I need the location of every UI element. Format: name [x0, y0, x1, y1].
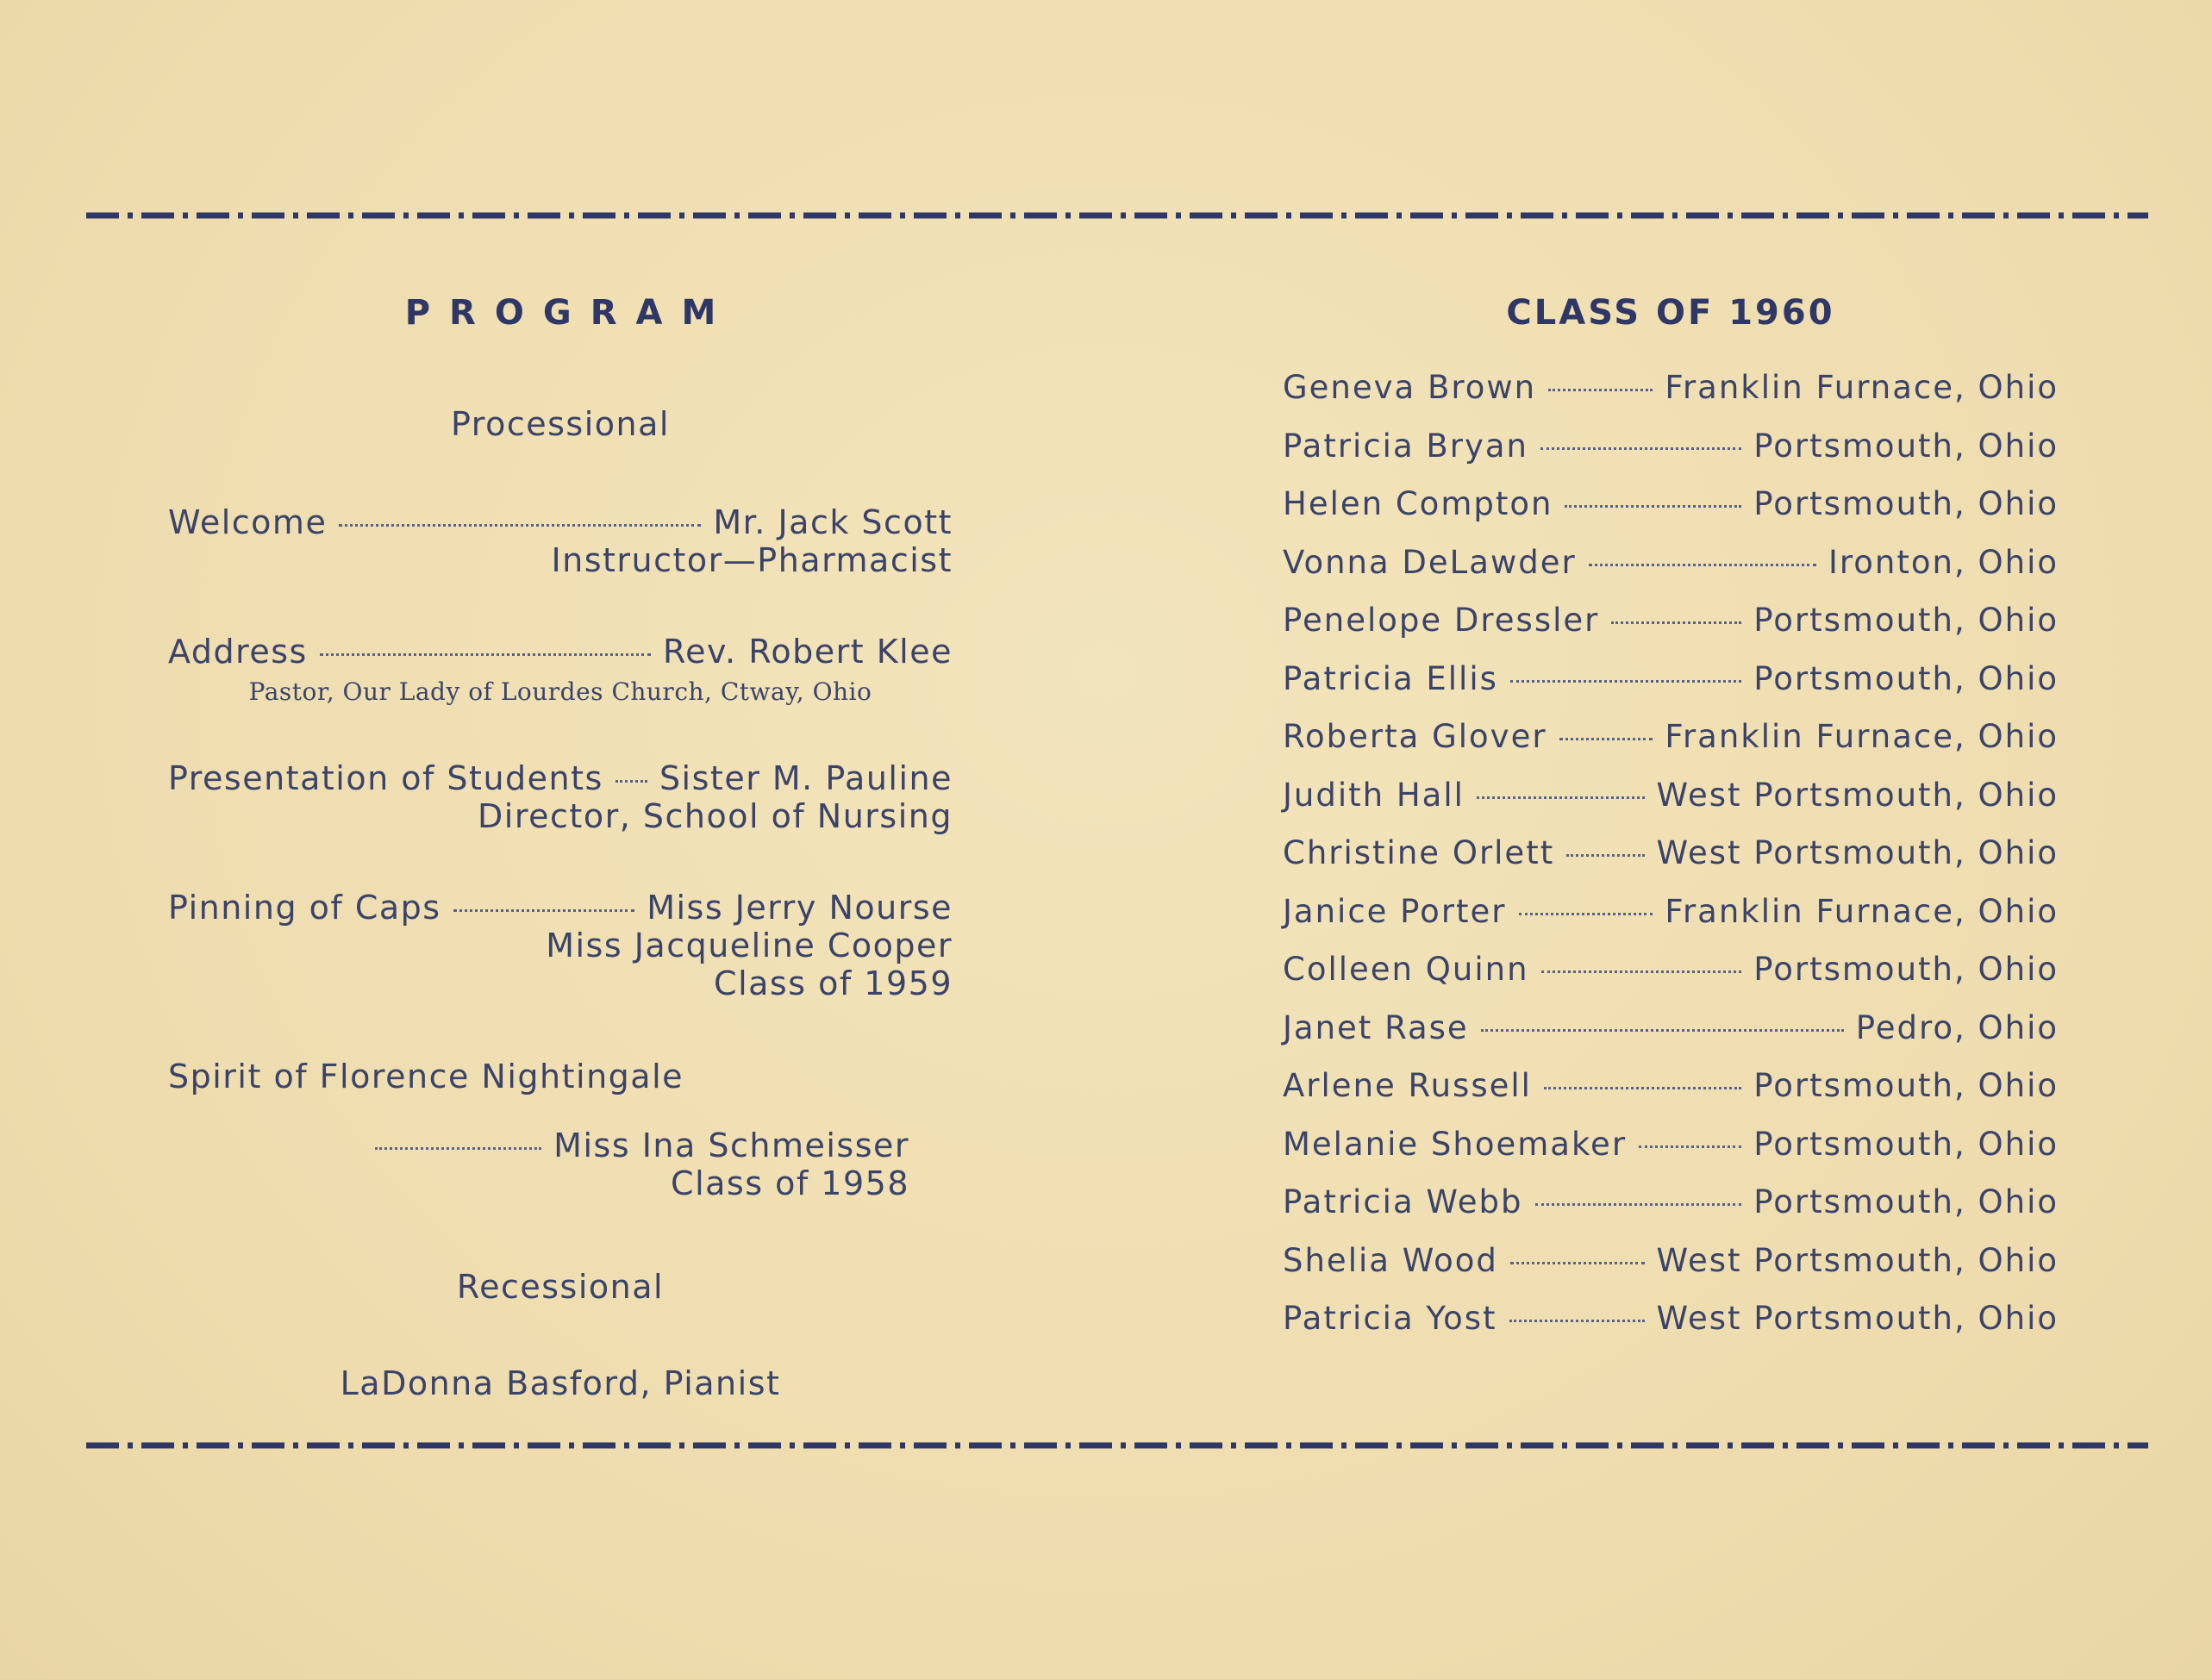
- dot-leader: [1548, 389, 1653, 391]
- class-column: [1283, 293, 2059, 1358]
- student-row: [1283, 1009, 2059, 1068]
- dot-leader: [1481, 1029, 1844, 1032]
- student-name: Geneva Brown: [1283, 369, 1537, 406]
- student-row: [1283, 1067, 2059, 1126]
- student-town: Ironton, Ohio: [1828, 543, 2059, 581]
- student-row: [1283, 1242, 2059, 1301]
- dot-leader: [1519, 913, 1653, 915]
- student-name: Christine Orlett: [1283, 834, 1555, 871]
- student-town: Pedro, Ohio: [1855, 1008, 2059, 1046]
- class-list: [1283, 369, 2059, 1358]
- student-town: Portsmouth, Ohio: [1753, 1125, 2059, 1163]
- student-row: [1283, 718, 2059, 777]
- student-name: Patricia Webb: [1283, 1183, 1523, 1220]
- item-person: Sister M. Pauline: [659, 759, 953, 797]
- dot-leader: [339, 524, 701, 527]
- dot-leader: [615, 780, 647, 783]
- student-town: Franklin Furnace, Ohio: [1665, 892, 2059, 930]
- student-name: Janice Porter: [1283, 892, 1507, 930]
- student-name: Janet Rase: [1283, 1008, 1469, 1046]
- student-row: [1283, 428, 2059, 486]
- student-name: Penelope Dressler: [1283, 602, 1600, 639]
- student-name: Melanie Shoemaker: [1283, 1125, 1628, 1163]
- item-label: Pinning of Caps: [168, 889, 441, 927]
- item-person: Miss Jerry Nourse: [647, 889, 953, 927]
- item-note: Pastor, Our Lady of Lourdes Church, Ctway, Ohio: [248, 677, 872, 706]
- item-detail: Instructor—Pharmacist: [551, 541, 953, 579]
- program-item-spirit: [168, 1058, 953, 1202]
- dot-leader: [320, 653, 651, 656]
- dot-leader: [1540, 447, 1741, 450]
- student-town: Portsmouth, Ohio: [1753, 1183, 2059, 1220]
- dot-leader: [1535, 1203, 1742, 1206]
- item-person: Mr. Jack Scott: [713, 503, 953, 541]
- dot-leader: [1611, 621, 1741, 624]
- student-name: Shelia Wood: [1283, 1241, 1498, 1279]
- dot-leader: [1544, 1087, 1741, 1089]
- program-item-address: [168, 633, 953, 706]
- student-row: [1283, 893, 2059, 952]
- student-town: Portsmouth, Ohio: [1753, 951, 2059, 988]
- student-row: [1283, 660, 2059, 719]
- student-name: Vonna DeLawder: [1283, 543, 1577, 581]
- item-person: Rev. Robert Klee: [662, 633, 953, 671]
- dot-leader: [1510, 680, 1741, 683]
- student-town: West Portsmouth, Ohio: [1656, 834, 2059, 871]
- item-label: Address: [168, 633, 308, 671]
- student-town: West Portsmouth, Ohio: [1656, 776, 2059, 814]
- student-row: [1283, 951, 2059, 1009]
- student-name: Helen Compton: [1283, 485, 1553, 522]
- spirit-person: Miss Ina Schmeisser: [553, 1127, 909, 1164]
- student-name: Patricia Ellis: [1283, 659, 1498, 697]
- recessional: Recessional: [456, 1268, 665, 1306]
- top-ornamental-rule: [86, 209, 2148, 222]
- item-label: Presentation of Students: [168, 759, 603, 797]
- dot-leader: [1639, 1145, 1741, 1148]
- dot-leader: [1566, 854, 1644, 857]
- student-row: [1283, 1300, 2059, 1358]
- program-title: PROGRAM: [404, 293, 735, 333]
- dot-leader: [1509, 1320, 1645, 1322]
- student-town: Franklin Furnace, Ohio: [1665, 718, 2059, 755]
- dot-leader: [1541, 971, 1742, 973]
- student-name: Patricia Bryan: [1283, 427, 1528, 465]
- student-row: [1283, 602, 2059, 660]
- item-detail: Director, School of Nursing: [478, 797, 953, 835]
- student-row: [1283, 834, 2059, 893]
- processional: Processional: [451, 405, 670, 443]
- student-row: [1283, 1183, 2059, 1242]
- student-row: [1283, 369, 2059, 428]
- student-name: Judith Hall: [1283, 776, 1465, 814]
- dot-leader: [375, 1147, 541, 1150]
- student-row: [1283, 1126, 2059, 1184]
- dot-leader: [1477, 796, 1645, 799]
- dot-leader: [453, 909, 635, 912]
- student-town: Portsmouth, Ohio: [1753, 1067, 2059, 1104]
- student-name: Roberta Glover: [1283, 718, 1547, 755]
- dot-leader: [1565, 505, 1741, 508]
- student-town: Portsmouth, Ohio: [1753, 427, 2059, 465]
- spirit-detail: Class of 1958: [671, 1164, 909, 1202]
- pianist: LaDonna Basford, Pianist: [340, 1364, 781, 1402]
- dot-leader: [1589, 564, 1816, 566]
- student-name: Patricia Yost: [1283, 1300, 1497, 1337]
- student-row: [1283, 777, 2059, 835]
- spirit-label: Spirit of Florence Nightingale: [168, 1058, 684, 1095]
- student-town: Franklin Furnace, Ohio: [1665, 369, 2059, 406]
- program-item-pinning: [168, 889, 953, 1002]
- student-name: Arlene Russell: [1283, 1067, 1532, 1104]
- student-town: West Portsmouth, Ohio: [1656, 1300, 2059, 1337]
- program-item-welcome: [168, 503, 953, 579]
- student-row: [1283, 544, 2059, 602]
- ornamental-rule-svg: [86, 209, 2148, 222]
- item-label: Welcome: [168, 503, 328, 541]
- class-title: CLASS OF 1960: [1506, 293, 1835, 333]
- bottom-ornamental-rule: [86, 1439, 2148, 1451]
- student-row: [1283, 485, 2059, 544]
- student-town: Portsmouth, Ohio: [1753, 602, 2059, 639]
- item-detail: Class of 1959: [714, 964, 953, 1002]
- program-item-presentation: [168, 759, 953, 835]
- program-column: [168, 293, 953, 1402]
- dot-leader: [1510, 1262, 1645, 1264]
- ornamental-rule-svg: [86, 1439, 2148, 1451]
- dot-leader: [1559, 738, 1653, 740]
- student-town: Portsmouth, Ohio: [1753, 485, 2059, 522]
- student-town: West Portsmouth, Ohio: [1656, 1241, 2059, 1279]
- student-name: Colleen Quinn: [1283, 951, 1529, 988]
- student-town: Portsmouth, Ohio: [1753, 659, 2059, 697]
- item-detail: Miss Jacqueline Cooper: [546, 927, 953, 964]
